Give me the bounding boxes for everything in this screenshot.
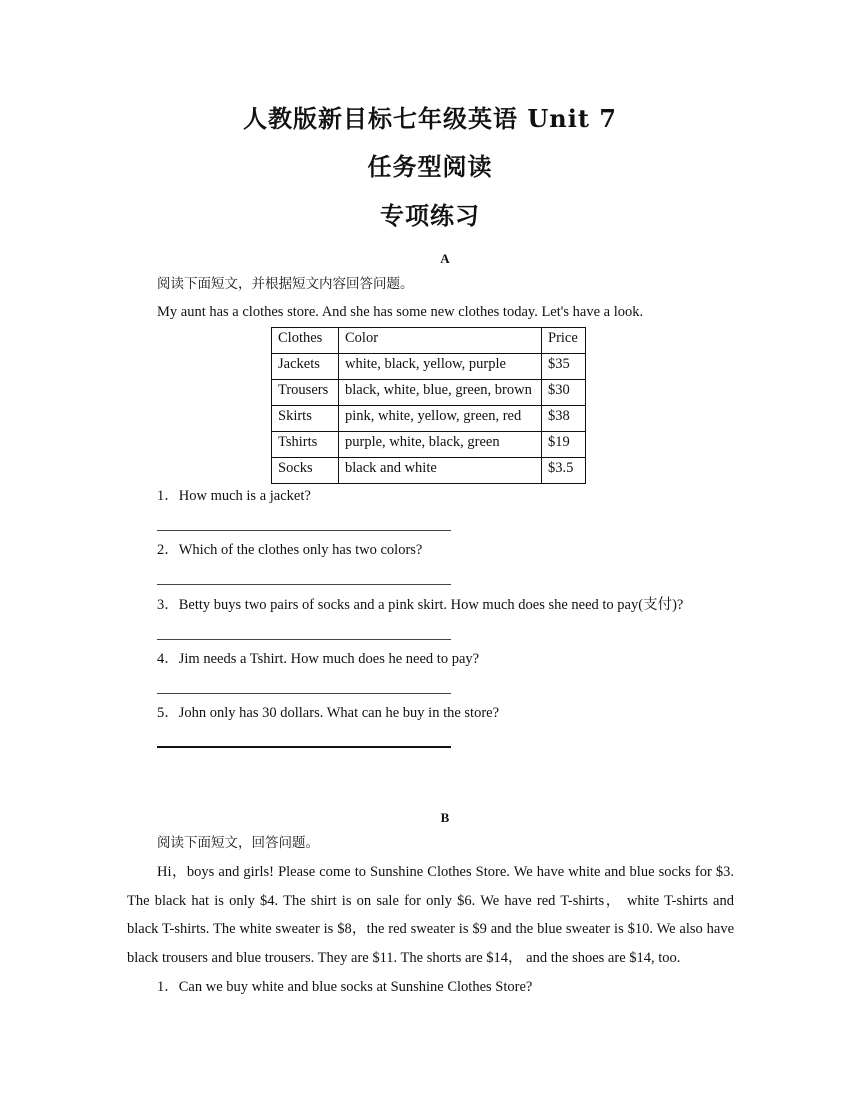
table-row — [272, 458, 586, 484]
table-cell: pink, white, yellow, green, red — [339, 406, 542, 432]
document-subtitle: 任务型阅读 — [367, 152, 493, 181]
question-b1: 1．Can we buy white and blue socks at Sunshine Clothes Store? — [157, 979, 533, 995]
table-header-price: Price — [542, 328, 586, 354]
table-header-color: Color — [339, 328, 542, 354]
section-a-instruction: 阅读下面短文，并根据短文内容回答问题。 — [157, 276, 414, 292]
table-row — [272, 354, 586, 380]
table-header-clothes: Clothes — [272, 328, 339, 354]
question-a3: 3．Betty buys two pairs of socks and a pink skirt. How much does she need to pay(支付)? — [157, 597, 684, 613]
table-cell: $19 — [542, 432, 586, 458]
table-cell: $35 — [542, 354, 586, 380]
table-cell: Trousers — [272, 380, 339, 406]
question-a1: 1．How much is a jacket? — [157, 488, 311, 504]
table-cell: Tshirts — [272, 432, 339, 458]
table-cell: $3.5 — [542, 458, 586, 484]
table-row — [272, 406, 586, 432]
answer-blank-a1[interactable] — [157, 530, 451, 531]
table-cell: Jackets — [272, 354, 339, 380]
section-b-instruction: 阅读下面短文，回答问题。 — [157, 835, 319, 851]
table-cell: Skirts — [272, 406, 339, 432]
clothes-table — [271, 327, 586, 484]
question-a2: 2．Which of the clothes only has two colors? — [157, 542, 423, 558]
table-header-row — [272, 328, 586, 354]
passage-text: Hi，boys and girls! Please come to Sunshine Clothes Store. We have white and blue socks for $3. The black hat is only $4. The shirt is on sale for only $6. We have red T-shirts， white T-shirts and black T-shirts. The white sweater is $8，the red sweater is $9 and the blue sweater is $10. We also have black trousers and blue trousers. They are $11. The shorts are $14， and the shoes are $14, too. — [127, 864, 734, 966]
question-a5: 5．John only has 30 dollars. What can he buy in the store? — [157, 705, 500, 721]
table-cell: purple, white, black, green — [339, 432, 542, 458]
document-title: 人教版新目标七年级英语 Unit 7 — [243, 104, 617, 133]
table-cell: white, black, yellow, purple — [339, 354, 542, 380]
answer-blank-a4[interactable] — [157, 693, 451, 694]
answer-blank-a3[interactable] — [157, 639, 451, 640]
table-cell: black and white — [339, 458, 542, 484]
table-cell: $38 — [542, 406, 586, 432]
answer-blank-a2[interactable] — [157, 584, 451, 585]
document-subtitle-2: 专项练习 — [380, 201, 480, 230]
question-a4: 4．Jim needs a Tshirt. How much does he need to pay? — [157, 651, 480, 667]
table-cell: Socks — [272, 458, 339, 484]
section-a-label: A — [440, 251, 450, 266]
table-cell: black, white, blue, green, brown — [339, 380, 542, 406]
answer-blank-a5[interactable] — [157, 746, 451, 748]
section-b-label: B — [440, 810, 450, 825]
table-row — [272, 432, 586, 458]
section-a-intro: My aunt has a clothes store. And she has some new clothes today. Let's have a look. — [157, 304, 644, 320]
table-row — [272, 380, 586, 406]
table-cell: $30 — [542, 380, 586, 406]
section-b-passage — [127, 858, 734, 972]
